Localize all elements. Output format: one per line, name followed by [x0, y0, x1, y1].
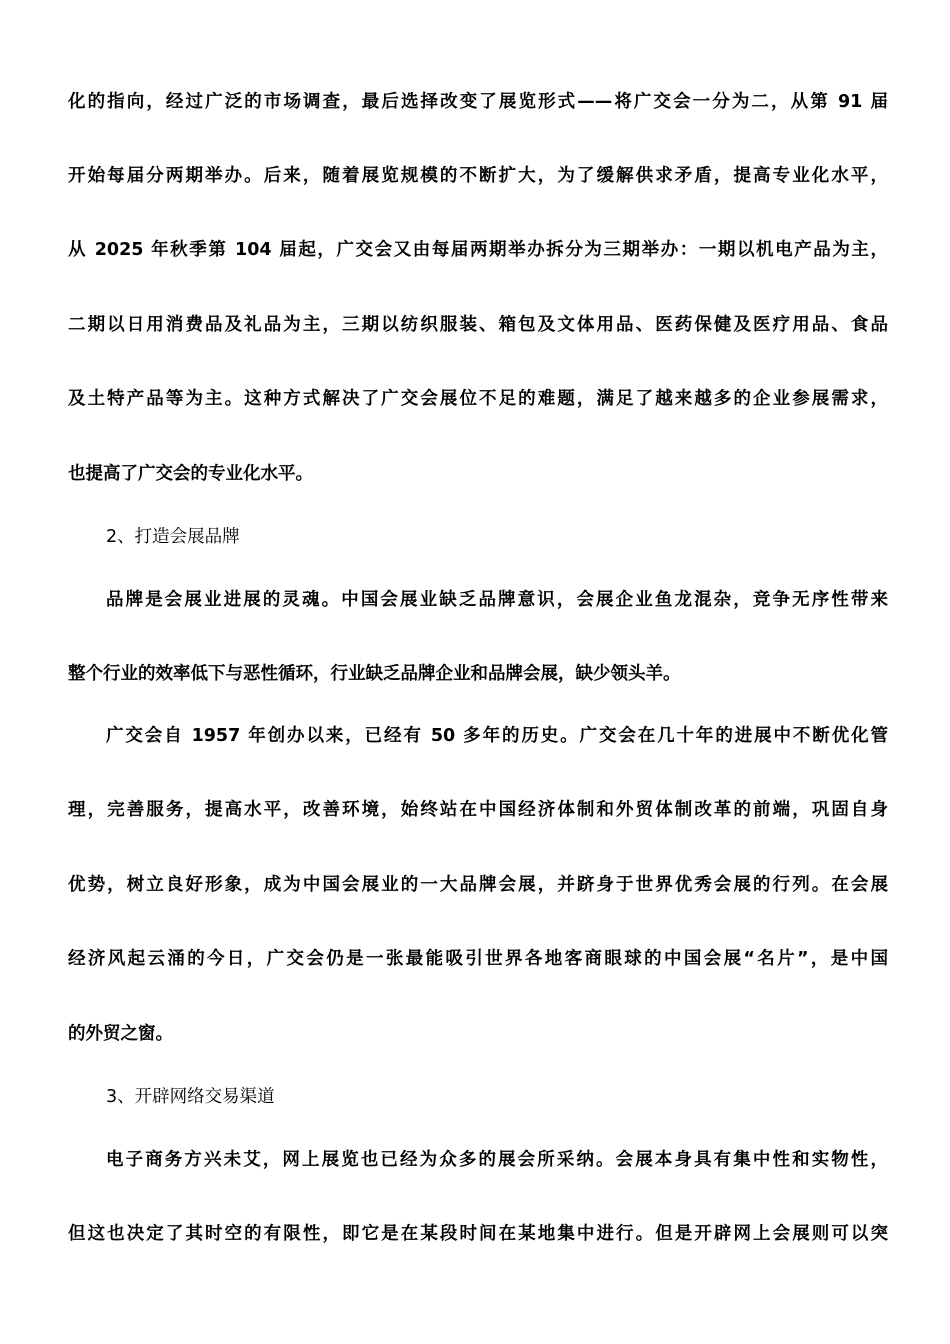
paragraph-line: 品牌是会展业进展的灵魂。中国会展业缺乏品牌意识，会展企业鱼龙混杂，竞争无序性带来 — [106, 590, 888, 610]
paragraph-line: 但这也决定了其时空的有限性，即它是在某段时间在某地集中进行。但是开辟网上会展则可以突 — [68, 1224, 888, 1244]
paragraph-line: 广交会自 1957 年创办以来，已经有 50 多年的历史。广交会在几十年的进展中不断优化管 — [106, 726, 888, 746]
paragraph-line: 二期以日用消费品及礼品为主，三期以纺织服装、箱包及文体用品、医药保健及医疗用品、食品 — [68, 315, 888, 335]
paragraph-line: 开始每届分两期举办。后来，随着展览规模的不断扩大，为了缓解供求矛盾，提高专业化水平， — [68, 166, 888, 186]
paragraph-line: 也提高了广交会的专业化水平。 — [68, 464, 313, 484]
paragraph-line: 从 2025 年秋季第 104 届起，广交会又由每届两期举办拆分为三期举办：一期以机电产品为主， — [68, 240, 888, 260]
paragraph-line: 整个行业的效率低下与恶性循环，行业缺乏品牌企业和品牌会展，缺少领头羊。 — [68, 664, 681, 684]
paragraph-line: 经济风起云涌的今日，广交会仍是一张最能吸引世界各地客商眼球的中国会展“名片”，是中国 — [68, 949, 888, 969]
paragraph-line: 理，完善服务，提高水平，改善环境，始终站在中国经济体制和外贸体制改革的前端，巩固自身 — [68, 800, 888, 820]
paragraph-line: 的外贸之窗。 — [68, 1024, 173, 1044]
paragraph-line: 电子商务方兴未艾，网上展览也已经为众多的展会所采纳。会展本身具有集中性和实物性， — [106, 1150, 888, 1170]
paragraph-line: 化的指向，经过广泛的市场调查，最后选择改变了展览形式——将广交会一分为二，从第 91 届 — [68, 92, 888, 112]
paragraph-line: 优势，树立良好形象，成为中国会展业的一大品牌会展，并跻身于世界优秀会展的行列。在会展 — [68, 875, 888, 895]
paragraph-line: 及土特产品等为主。这种方式解决了广交会展位不足的难题，满足了越来越多的企业参展需求， — [68, 389, 888, 409]
section-heading: 2、打造会展品牌 — [106, 527, 240, 547]
section-heading: 3、开辟网络交易渠道 — [106, 1087, 275, 1107]
